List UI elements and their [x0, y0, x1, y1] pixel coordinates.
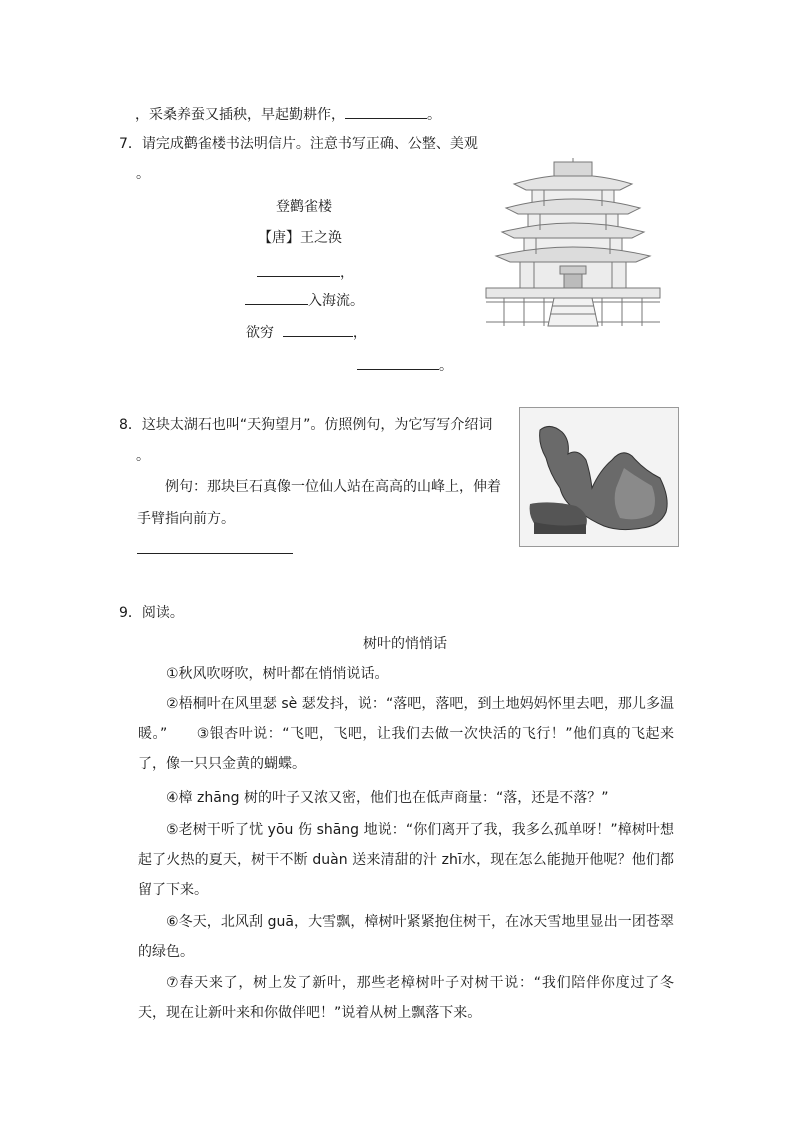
q7-prompt-end: 。 [136, 166, 150, 182]
q9-prompt-text: 阅读。 [141, 605, 184, 621]
q9-prompt [119, 603, 184, 623]
q6-end: 。 [427, 107, 441, 123]
poem-blank-3[interactable] [283, 322, 353, 337]
paragraph-7: ⑦春天来了，树上发了新叶，那些老樟树叶子对树干说：“我们陪伴你度过了冬天，现在让新叶来和你做伴吧！”说着从树上飘落下来。 [138, 975, 674, 1021]
poem-blank-1[interactable] [257, 262, 340, 277]
poem-line-1: ， [257, 262, 354, 283]
q7-prompt-text: 请完成鹳雀楼书法明信片。注意书写正确、公整、美观 [141, 136, 478, 152]
poem-title: 登鹳雀楼 [276, 199, 332, 215]
q8-number: 8． [119, 417, 142, 433]
poem-line-2: 入海流。 [245, 290, 364, 311]
taihu-stone-photo [519, 407, 679, 547]
paragraph-5: ⑤老树干听了忧 yōu 伤 shāng 地说：“你们离开了我，我多么孤单呀！”樟树叶想起了火热的夏天，树干不断 duàn 送来清甜的汁 zhī水，现在怎么能抛开他呢？他们都留了下来。 [138, 822, 674, 898]
q8-example-1: 例句：那块巨石真像一位仙人站在高高的山峰上，伸着 [165, 479, 501, 495]
paragraph-1: ①秋风吹呀吹，树叶都在悄悄说话。 [166, 666, 389, 682]
q7-number: 7． [119, 136, 142, 152]
yellow-crane-tower-illustration [484, 156, 662, 328]
q9-number: 9． [119, 605, 142, 621]
poem-author: 【唐】王之涣 [258, 230, 342, 246]
q6-line [135, 104, 441, 125]
article-title: 树叶的悄悄话 [363, 636, 447, 652]
q6-text: ，采桑养蚕又插秧，早起勤耕作， [135, 107, 345, 123]
poem-blank-2[interactable] [245, 290, 308, 305]
paragraph-6: ⑥冬天，北风刮 guā，大雪飘，樟树叶紧紧抱住树干，在冰天雪地里显出一团苍翠的绿色。 [138, 914, 674, 960]
poem-line-4: 。 [357, 355, 453, 376]
q6-answer-blank[interactable] [345, 104, 427, 119]
poem-blank-4[interactable] [357, 355, 439, 370]
paragraph-2: ②梧桐叶在风里瑟 sè 瑟发抖，说：“落吧，落吧，到土地妈妈怀里去吧，那儿多温暖。” ③银杏叶说：“飞吧，飞吧，让我们去做一次快活的飞行！”他们真的飞起来了，像一只只金黄的蝴蝶。 [138, 696, 674, 772]
poem-line-3: 欲穷 ， [246, 322, 367, 343]
q8-answer-line[interactable] [137, 553, 293, 554]
q7-prompt [119, 134, 478, 154]
paragraph-4: ④樟 zhāng 树的叶子又浓又密，他们也在低声商量：“落，还是不落？” [166, 790, 609, 806]
q8-prompt [119, 415, 492, 435]
q8-example-2: 手臂指向前方。 [137, 511, 235, 527]
q8-prompt-text: 这块太湖石也叫“天狗望月”。仿照例句，为它写写介绍词 [141, 417, 493, 433]
q8-prompt-end: 。 [136, 448, 150, 464]
